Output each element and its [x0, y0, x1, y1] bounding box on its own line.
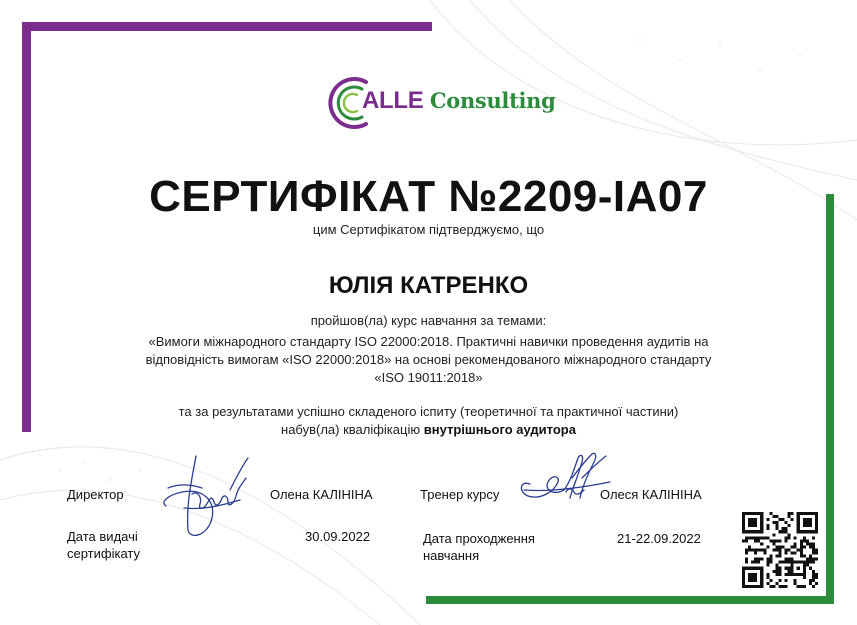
logo-brand: ALLE	[362, 87, 424, 114]
company-logo	[326, 72, 556, 134]
result-line-2	[0, 421, 857, 439]
issue-date-label-line-1: Дата видачі	[67, 529, 138, 544]
recipient-name: ЮЛІЯ КАТРЕНКО	[328, 272, 529, 299]
issue-date-label	[67, 528, 140, 562]
training-date-label	[423, 530, 535, 564]
result-line-1: та за результатами успішно складеного іспиту (теоретичної та практичної частини)	[178, 404, 679, 419]
training-date-value: 21-22.09.2022	[617, 531, 701, 546]
issue-date-label-line-2: сертифікату	[67, 546, 140, 561]
certificate-title: СЕРТИФІКАТ №2209-IA07	[149, 172, 708, 221]
course-topic: «Вимоги міжнародного стандарту ISO 22000:2018. Практичні навички проведення аудитів на відповідність вимогам «ISO 22000:2018» на основі рекомендованого міжнародного стандарту «ISO 19011:2018»	[145, 334, 712, 385]
issue-date-value: 30.09.2022	[305, 529, 371, 544]
training-date-label-line-2: навчання	[423, 548, 480, 563]
result-text	[0, 403, 857, 439]
trainer-label: Тренер курсу	[420, 487, 500, 502]
result-line-2-prefix: набув(ла) кваліфікацію	[281, 422, 424, 437]
completed-text: пройшов(ла) курс навчання за темами:	[310, 313, 547, 328]
director-signature-icon	[150, 448, 255, 543]
frame-green-right	[826, 194, 834, 604]
trainer-name: Олеся КАЛІНІНА	[600, 487, 702, 502]
director-label: Директор	[67, 487, 124, 502]
logo-suffix: Consulting	[429, 88, 556, 113]
trainer-signature-icon	[510, 448, 620, 513]
director-name: Олена КАЛІНІНА	[270, 487, 373, 502]
training-date-label-line-1: Дата проходження	[423, 531, 535, 546]
confirmation-text: цим Сертифікатом підтверджуємо, що	[312, 222, 545, 237]
qualification: внутрішнього аудитора	[423, 422, 576, 437]
qr-code-icon	[742, 512, 818, 588]
frame-purple-top	[22, 22, 432, 31]
frame-green-bottom	[426, 596, 834, 604]
